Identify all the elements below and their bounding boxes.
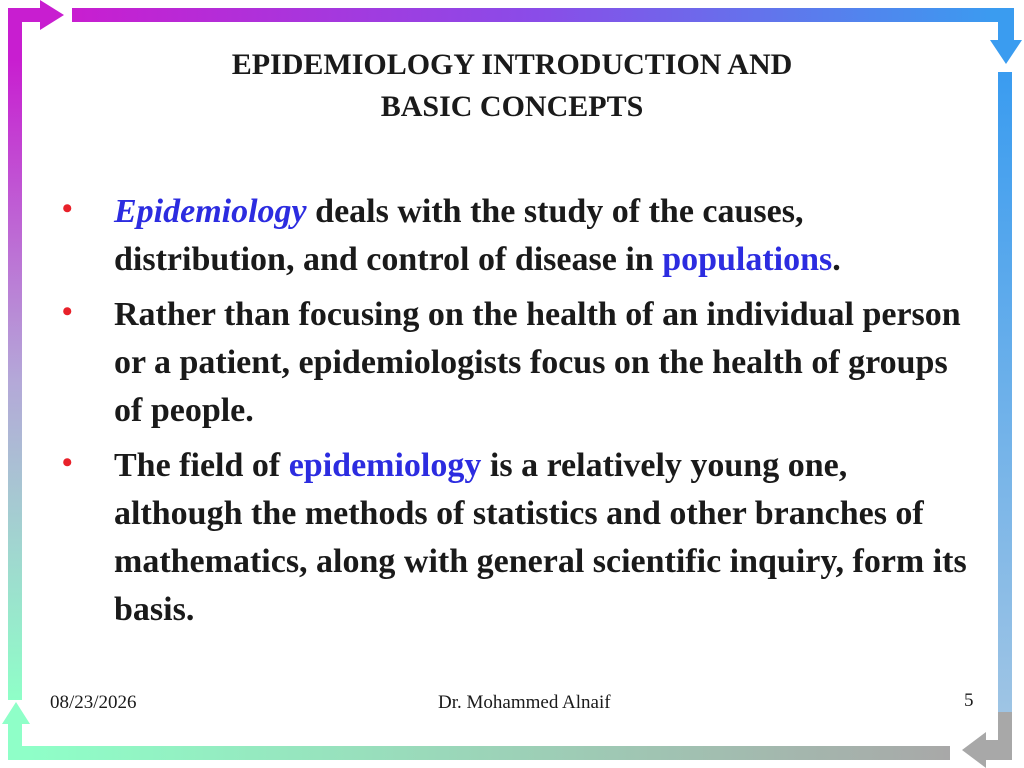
footer-date: 08/23/2026 <box>50 692 137 713</box>
bullet-dot: • <box>62 192 73 225</box>
bullet-3-text-end: is a relatively young one, although the methods of statistics and other branches of mathematics, along with general scientific inquiry, form its basis. <box>114 447 967 628</box>
bullet-list <box>62 188 982 641</box>
frame-right-bar <box>998 72 1012 712</box>
bullet-item-3 <box>62 442 982 634</box>
slide-title-line-2: BASIC CONCEPTS <box>380 90 644 123</box>
frame-left-bar <box>8 60 22 700</box>
bullet-3-text-start: The field of <box>114 447 289 484</box>
slide-title <box>60 44 964 128</box>
bullet-1-term-populations: populations <box>662 241 833 278</box>
footer-page-number: 5 <box>964 690 974 711</box>
bullet-1-term-epidemiology: Epidemiology <box>114 193 307 230</box>
footer-author: Dr. Mohammed Alnaif <box>438 692 611 713</box>
bullet-dot: • <box>62 446 73 479</box>
frame-top-bar <box>72 8 1000 22</box>
bullet-1-period: . <box>832 241 841 278</box>
frame-bottom-bar <box>30 746 950 760</box>
slide-title-line-1: EPIDEMIOLOGY INTRODUCTION AND <box>231 48 793 81</box>
bullet-1-text: deals with the study of the causes, distribution, and control of disease in <box>114 193 804 278</box>
frame-bottom-right-arrow <box>962 712 1012 768</box>
frame-top-left-arrow <box>8 0 64 60</box>
bullet-item-1 <box>62 188 982 284</box>
bullet-dot: • <box>62 295 73 328</box>
bullet-3-term-epidemiology: epidemiology <box>288 447 482 484</box>
bullet-2-text: Rather than focusing on the health of an individual person or a patient, epidemiologists focus on the health of groups of people. <box>114 296 961 429</box>
frame-top-right-arrow <box>990 8 1022 64</box>
bullet-item-2 <box>62 291 982 435</box>
